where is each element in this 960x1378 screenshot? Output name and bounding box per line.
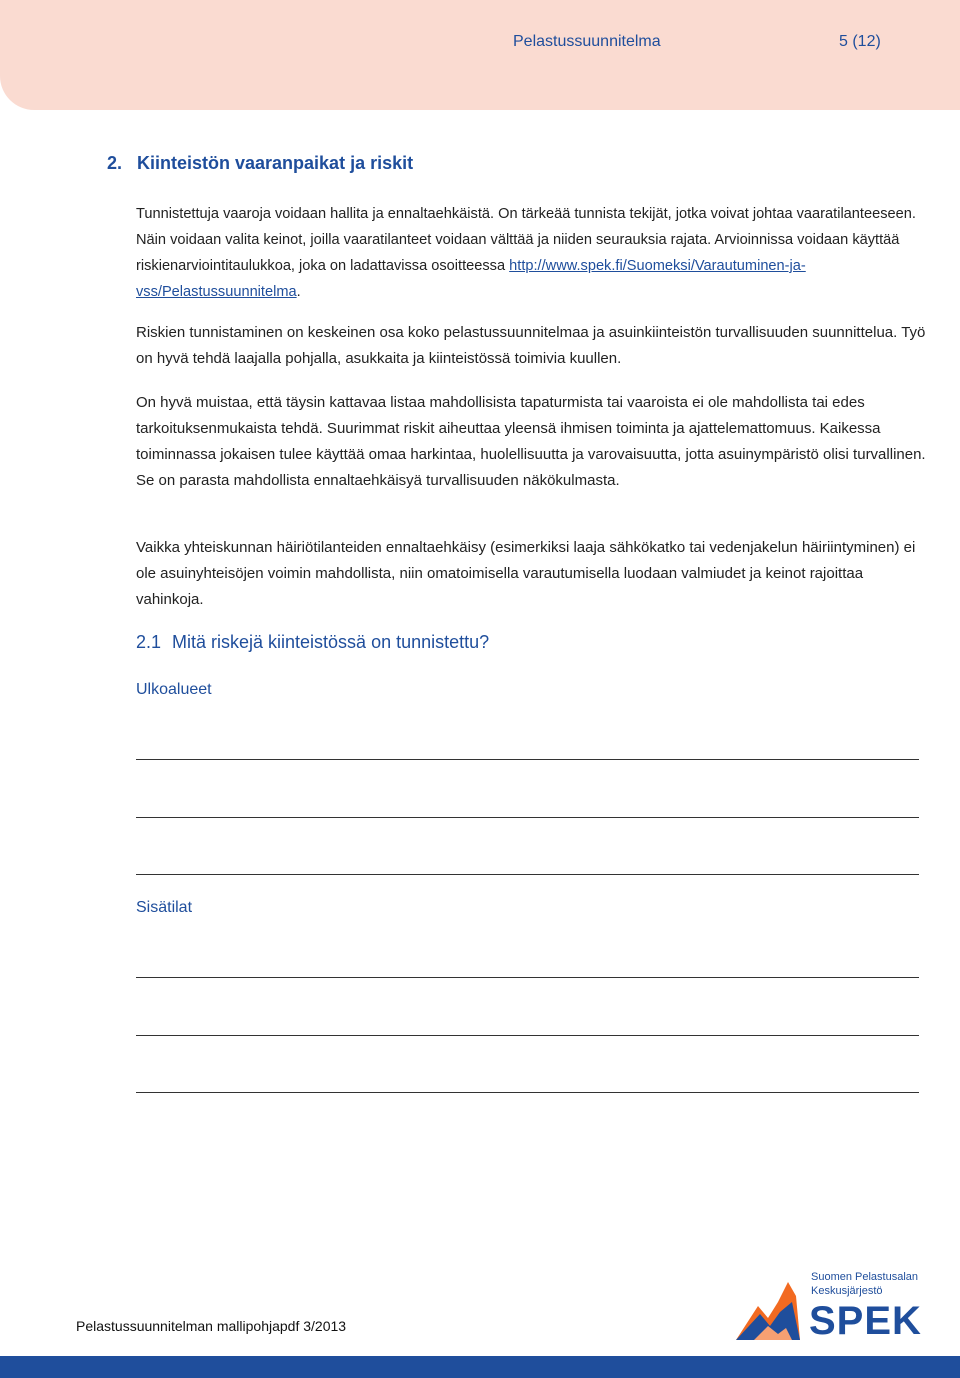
section-title: Kiinteistön vaaranpaikat ja riskit — [137, 153, 414, 173]
footer-bar — [0, 1356, 960, 1378]
paragraph-intro-end: . — [296, 284, 301, 300]
paragraph-reminder: On hyvä muistaa, että täysin kattavaa listaa mahdollisista tapaturmista tai vaaroista ei ole mahdollista tai edes tarkoituksenmukaista tehdä. Suurimmat riskit aiheuttaa yleensä ihmisen toiminta ja ajattelemattomuus. Kaikessa toiminnassa jokaisen tulee käyttää omaa harkintaa, huolellisuutta ja varovaisuutta, jotta asuinympäristö olisi turvallinen. Se on parasta mahdollista ennaltaehkäisyä turvallisuuden näkökulmasta. — [136, 394, 926, 489]
page-number: 5 (12) — [839, 33, 881, 50]
outdoor-answer-line-1[interactable] — [136, 759, 919, 760]
outdoor-areas-label: Ulkoalueet — [136, 681, 212, 698]
subsection-number: 2.1 — [136, 632, 162, 652]
section-number: 2. — [107, 153, 123, 173]
paragraph-disruptions: Vaikka yhteiskunnan häiriötilanteiden ennaltaehkäisy (esimerkiksi laaja sähkökatko tai vedenjakelun häiriintyminen) ei ole asuinyhteisöjen voimin mahdollista, niin omatoimisella varautumisella luodaan valmiudet ja keinot rajoittaa vahinkoja. — [136, 539, 916, 608]
footer-text: Pelastussuunnitelman mallipohjapdf 3/2013 — [76, 1318, 347, 1334]
spek-logo — [730, 1268, 930, 1348]
paragraph-intro-text: Tunnistettuja vaaroja voidaan hallita ja ennaltaehkäistä. On tärkeää tunnista tekijät, jotka voivat johtaa vaaratilanteeseen. Näin voidaan valita keinot, joilla vaaratilanteet voidaan välttää ja niiden seurauksia rajata. Arvioinnissa voidaan käyttää riskienarviointitaulukkoa, joka on ladattavissa osoitteessa — [136, 206, 916, 274]
document-title: Pelastussuunnitelma — [513, 33, 661, 50]
section-heading — [107, 153, 413, 174]
logo-wordmark: SPEK — [809, 1299, 922, 1343]
logo-org-line-1: Suomen Pelastusalan — [811, 1271, 919, 1283]
outdoor-answer-line-2[interactable] — [136, 817, 919, 818]
outdoor-answer-line-3[interactable] — [136, 874, 919, 875]
indoor-answer-line-2[interactable] — [136, 1035, 919, 1036]
header-band — [0, 0, 960, 110]
paragraph-intro — [136, 201, 926, 305]
logo-org-line-2: Keskusjärjestö — [811, 1285, 883, 1297]
risk-table-link[interactable]: http://www.spek.fi/Suomeksi/Varautuminen-ja-vss/Pelastussuunnitelma — [136, 258, 806, 300]
subsection-heading — [136, 632, 489, 653]
indoor-spaces-label: Sisätilat — [136, 899, 193, 916]
indoor-answer-line-3[interactable] — [136, 1092, 919, 1093]
subsection-title: Mitä riskejä kiinteistössä on tunnistettu? — [172, 632, 490, 652]
flame-icon — [734, 1272, 804, 1342]
indoor-answer-line-1[interactable] — [136, 977, 919, 978]
paragraph-risk-identification: Riskien tunnistaminen on keskeinen osa koko pelastussuunnitelmaa ja asuinkiinteistön turvallisuuden suunnittelua. Työ on hyvä tehdä laajalla pohjalla, asukkaita ja kiinteistössä toimivia kuullen. — [136, 324, 926, 367]
